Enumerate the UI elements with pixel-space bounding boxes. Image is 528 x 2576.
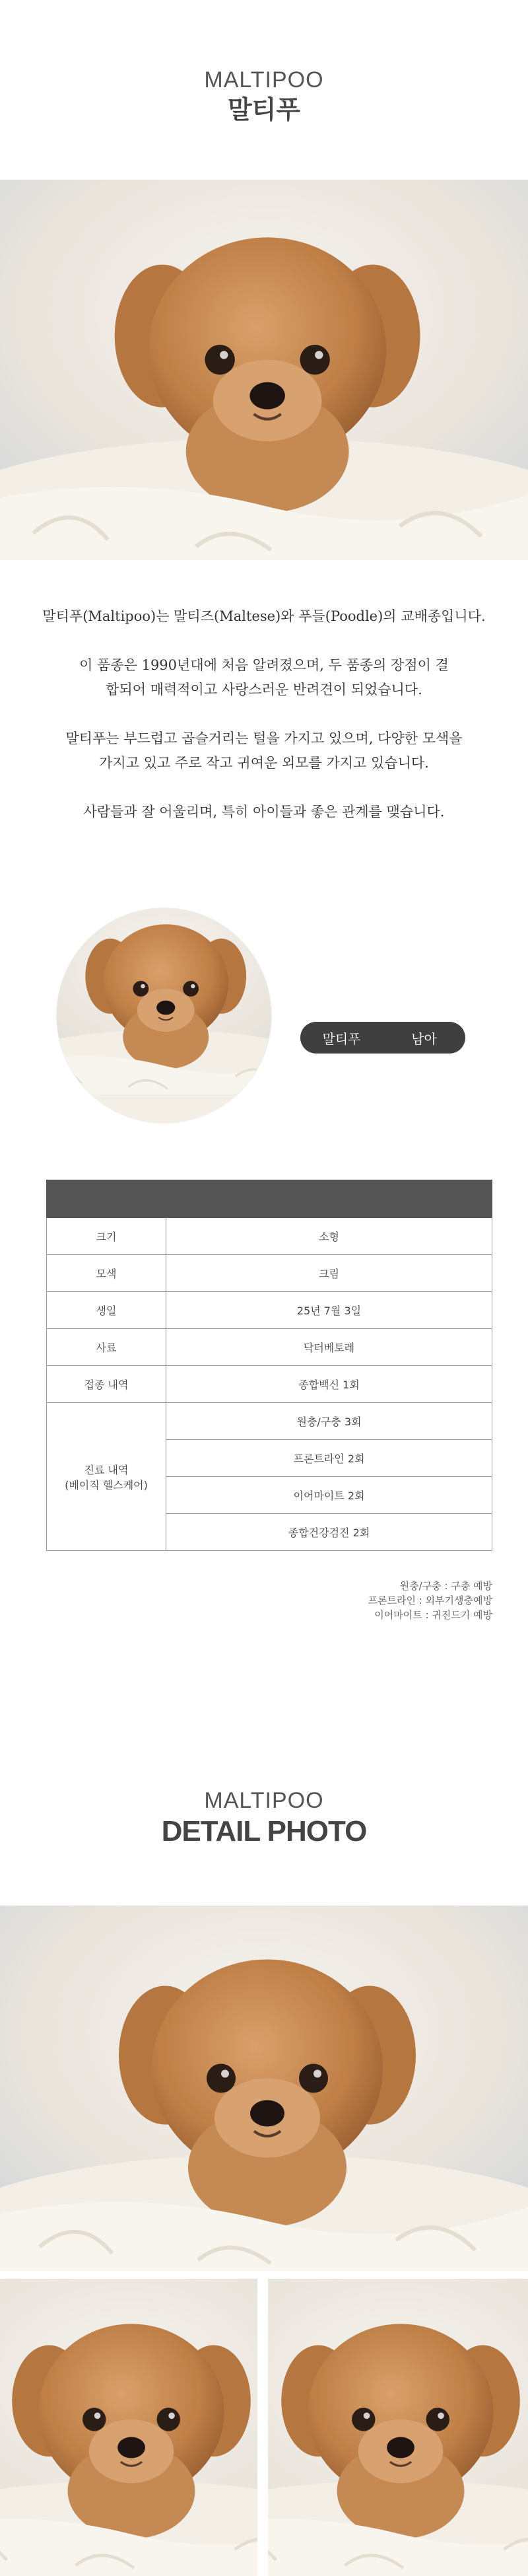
detail-photo-large <box>0 1906 528 2271</box>
care-note: 원충/구충 : 구충 예방 <box>399 1580 492 1592</box>
care-item: 종합건강검진 2회 <box>166 1514 492 1551</box>
care-label-text: 진료 내역 <box>84 1463 129 1476</box>
care-sublabel: (베이직 헬스케어) <box>65 1478 148 1491</box>
puppy-info-table <box>46 1180 492 1551</box>
breed-header <box>0 66 528 125</box>
detail-photo-header <box>0 1787 528 1849</box>
table-header-cell <box>166 1180 492 1218</box>
intro-paragraph: 이 품종은 1990년대에 처음 알려졌으며, 두 품종의 장점이 결합되어 매력적이고 사랑스러운 반려견이 되었습니다. <box>79 657 449 698</box>
care-item: 프론트라인 2회 <box>166 1440 492 1477</box>
row-value: 닥터베토레 <box>166 1329 492 1366</box>
detail-title: DETAIL PHOTO <box>161 1815 367 1847</box>
table-row <box>47 1218 492 1255</box>
table-row <box>47 1255 492 1292</box>
row-label: 크기 <box>47 1218 166 1255</box>
row-label: 사료 <box>47 1329 166 1366</box>
row-label: 접종 내역 <box>47 1366 166 1403</box>
breed-korean-name: 말티푸 <box>227 95 301 124</box>
care-item: 원충/구충 3회 <box>166 1403 492 1440</box>
care-note: 이어마이트 : 귀진드기 예방 <box>374 1609 492 1621</box>
intro-paragraph: 말티푸(Maltipoo)는 말티즈(Maltese)와 푸들(Poodle)의 교배종입니다. <box>42 608 486 624</box>
row-value: 크림 <box>166 1255 492 1292</box>
breed-sex-badge <box>300 1022 465 1054</box>
intro-paragraph: 사람들과 잘 어울리며, 특히 아이들과 좋은 관계를 맺습니다. <box>83 804 445 820</box>
care-notes <box>368 1579 492 1622</box>
care-note: 프론트라인 : 외부기생충예방 <box>368 1594 492 1606</box>
row-value: 소형 <box>166 1218 492 1255</box>
breed-english-name: MALTIPOO <box>204 67 324 92</box>
table-header-cell <box>47 1180 166 1218</box>
care-item: 이어마이트 2회 <box>166 1477 492 1514</box>
row-value: 25년 7월 3일 <box>166 1292 492 1329</box>
detail-photo-left <box>0 2279 257 2576</box>
table-header-row <box>47 1180 492 1218</box>
care-label <box>47 1403 166 1551</box>
breed-introduction <box>0 604 528 849</box>
puppy-avatar-photo <box>57 908 271 1123</box>
row-value: 종합백신 1회 <box>166 1366 492 1403</box>
badge-sex: 남아 <box>411 1030 437 1047</box>
intro-paragraph: 말티푸는 부드럽고 곱슬거리는 털을 가지고 있으며, 다양한 모색을 가지고 있고 주로 작고 귀여운 외모를 가지고 있습니다. <box>65 731 463 771</box>
badge-breed: 말티푸 <box>322 1030 361 1047</box>
table-row <box>47 1366 492 1403</box>
detail-photo-right <box>268 2279 528 2576</box>
row-label: 생일 <box>47 1292 166 1329</box>
detail-english-name: MALTIPOO <box>204 1788 324 1813</box>
main-puppy-photo <box>0 180 528 560</box>
table-row <box>47 1403 492 1440</box>
row-label: 모색 <box>47 1255 166 1292</box>
table-row <box>47 1329 492 1366</box>
table-row <box>47 1292 492 1329</box>
